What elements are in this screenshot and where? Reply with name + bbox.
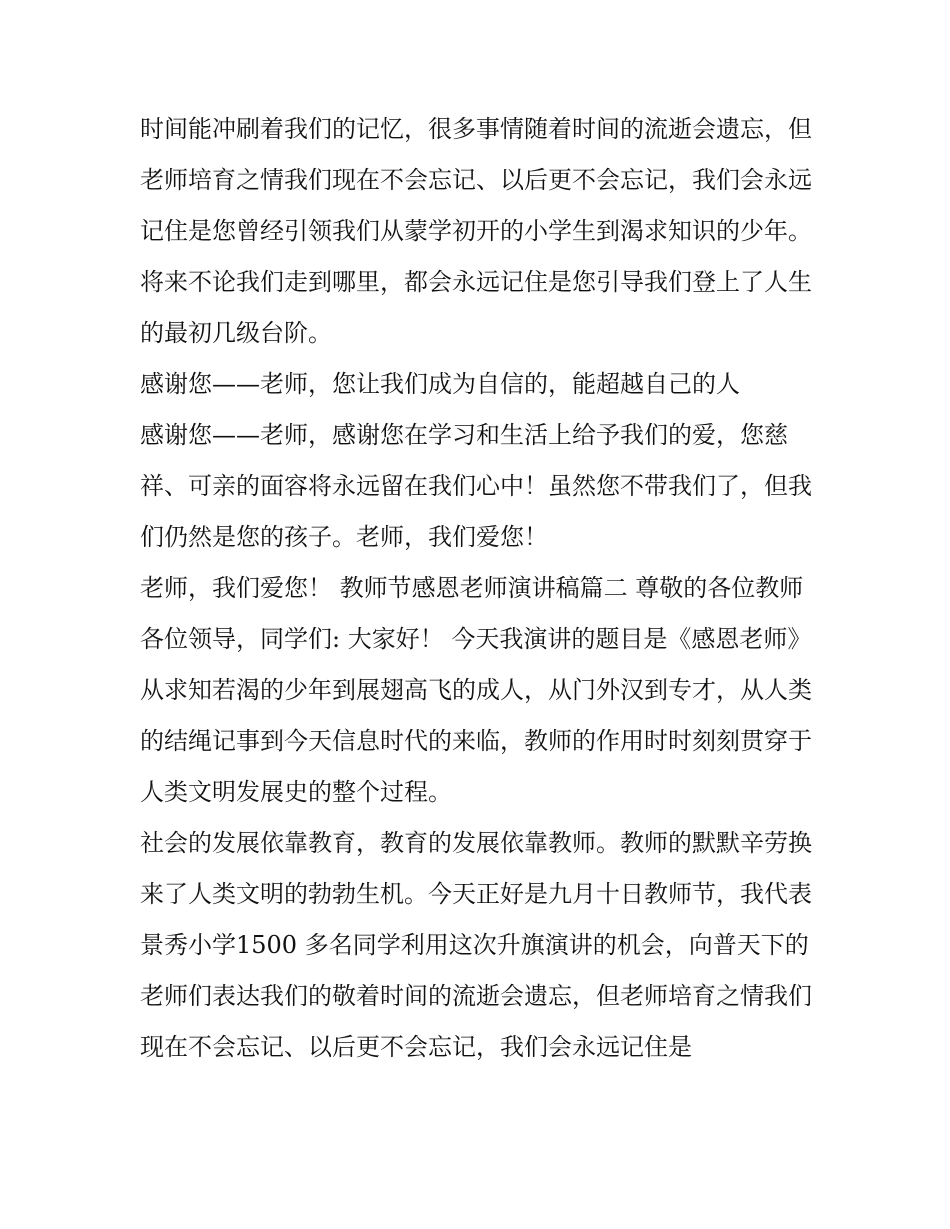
paragraph: 感谢您——老师，感谢您在学习和生活上给予我们的爱，您慈祥、可亲的面容将永远留在我们心中！虽然您不带我们了，但我们仍然是您的孩子。老师，我们爱您！: [140, 421, 812, 551]
paragraph: 感谢您——老师，您让我们成为自信的，能超越自己的人: [140, 370, 740, 398]
paragraph: 时间能冲刷着我们的记忆，很多事情随着时间的流逝会遗忘，但老师培育之情我们现在不会忘记、以后更不会忘记，我们会永远记住是您曾经引领我们从蒙学初开的小学生到渴求知识的少年。将来不论我们走到哪里，都会永远记住是您引导我们登上了人生的最初几级台阶。: [140, 115, 812, 347]
paragraph: 从求知若渴的少年到展翅高飞的成人，从门外汉到专才，从人类的结绳记事到今天信息时代的来临，教师的作用时时刻刻贯穿于人类文明发展史的整个过程。: [140, 676, 812, 806]
paragraph: 老师，我们爱您！ 教师节感恩老师演讲稿篇二 尊敬的各位教师各位领导，同学们: 大家好！ 今天我演讲的题目是《感恩老师》: [140, 574, 812, 653]
document-body: [140, 104, 820, 1073]
paragraph: 社会的发展依靠教育，教育的发展依靠教师。教师的默默辛劳换来了人类文明的勃勃生机。今天正好是九月十日教师节，我代表景秀小学1500 多名同学利用这次升旗演讲的机会，向普天下的老师们表达我们的敬着时间的流逝会遗忘，但老师培育之情我们现在不会忘记、以后更不会忘记，我们会永远记住是: [140, 829, 812, 1061]
